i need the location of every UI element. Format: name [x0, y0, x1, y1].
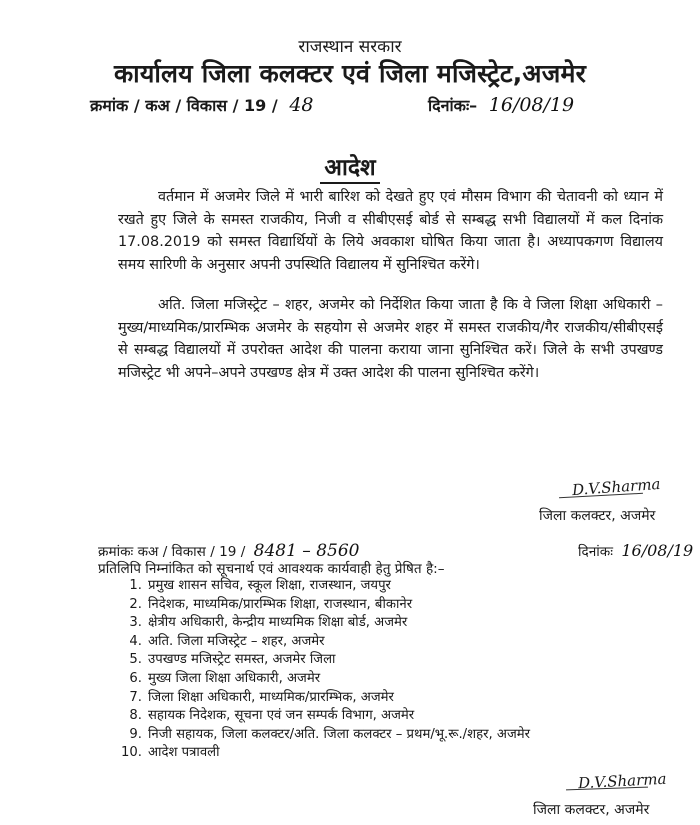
order-reference [90, 94, 314, 116]
list-item: 7. जिला शिक्षा अधिकारी, माध्यमिक/प्रारम्भिक, अजमेर [129, 689, 394, 705]
reference-number: 48 [289, 94, 314, 116]
reference-prefix: क्रमांक / कअ / विकास / 19 / [90, 96, 278, 115]
copy-date-label: दिनांकः [578, 544, 613, 560]
list-item: 6. मुख्य जिला शिक्षा अधिकारी, अजमेर [129, 670, 321, 686]
list-item: 5. उपखण्ड मजिस्ट्रेट समस्त, अजमेर जिला [129, 652, 336, 668]
list-item: 2. निदेशक, माध्यमिक/प्रारम्भिक शिक्षा, राजस्थान, बीकानेर [129, 596, 413, 612]
order-paragraph-1: वर्तमान में अजमेर जिले में भारी बारिश को देखते हुए एवं मौसम विभाग की चेतावनी को ध्यान में रखते हुए जिले के समस्त राजकीय, निजी व सीबीएसई बोर्ड से सम्बद्ध सभी विद्यालयों में कल दिनांक 17.08.2019 को समस्त विद्यार्थियों के लिये अवकाश घोषित किया जाता है। अध्यापकगण विद्यालय समय सारिणी के अनुसार अपनी उपस्थिति विद्यालय में सुनिश्चित करेंगे। [118, 189, 663, 273]
order-title: आदेश [0, 150, 700, 182]
list-item: 10. आदेश पत्रावली [121, 745, 220, 761]
signature-2-title: जिला कलक्टर, अजमेर [533, 802, 650, 818]
list-item: 9. निजी सहायक, जिला कलक्टर/अति. जिला कलक्टर – प्रथम/भू.रू./शहर, अजमेर [129, 726, 531, 742]
distribution-list [120, 577, 530, 763]
signature-2: D.V.Sharma [577, 769, 667, 793]
date-value: 16/08/19 [488, 94, 575, 116]
copy-reference-number: 8481 – 8560 [253, 541, 360, 561]
list-item: 4. अति. जिला मजिस्ट्रेट – शहर, अजमेर [129, 633, 325, 649]
order-date [428, 94, 574, 116]
date-label: दिनांकः– [428, 96, 478, 115]
government-heading: राजस्थान सरकार [298, 37, 402, 57]
office-heading: कार्यालय जिला कलक्टर एवं जिला मजिस्ट्रेट,अजमेर [113, 59, 587, 88]
copy-date [578, 541, 693, 560]
signature-1: D.V.Sharma [571, 474, 661, 500]
copy-intro: प्रतिलिपि निम्नांकित को सूचनार्थ एवं आवश्यक कार्यवाही हेतु प्रेषित है:– [98, 561, 445, 577]
signature-1-title: जिला कलक्टर, अजमेर [539, 508, 656, 524]
list-item: 8. सहायक निदेशक, सूचना एवं जन सम्पर्क विभाग, अजमेर [129, 708, 415, 724]
copy-date-value: 16/08/19 [621, 541, 694, 560]
list-item: 1. प्रमुख शासन सचिव, स्कूल शिक्षा, राजस्थान, जयपुर [129, 578, 391, 593]
order-paragraph-2: अति. जिला मजिस्ट्रेट – शहर, अजमेर को निर्देशित किया जाता है कि वे जिला शिक्षा अधिकारी – मुख्य/माध्यमिक/प्रारम्भिक अजमेर के सहयोग से अजमेर शहर में समस्त राजकीय/गैर राजकीय/सीबीएसई से सम्बद्ध विद्यालयों में उपरोक्त आदेश की पालना कराया जाना सुनिश्चित करें। जिले के सभी उपखण्ड मजिस्ट्रेट भी अपने–अपने उपखण्ड क्षेत्र में उक्त आदेश की पालना सुनिश्चित करेंगे। [118, 297, 663, 381]
copy-reference-prefix: क्रमांकः कअ / विकास / 19 / [98, 544, 246, 560]
list-item: 3. क्षेत्रीय अधिकारी, केन्द्रीय माध्यमिक शिक्षा बोर्ड, अजमेर [129, 615, 408, 631]
